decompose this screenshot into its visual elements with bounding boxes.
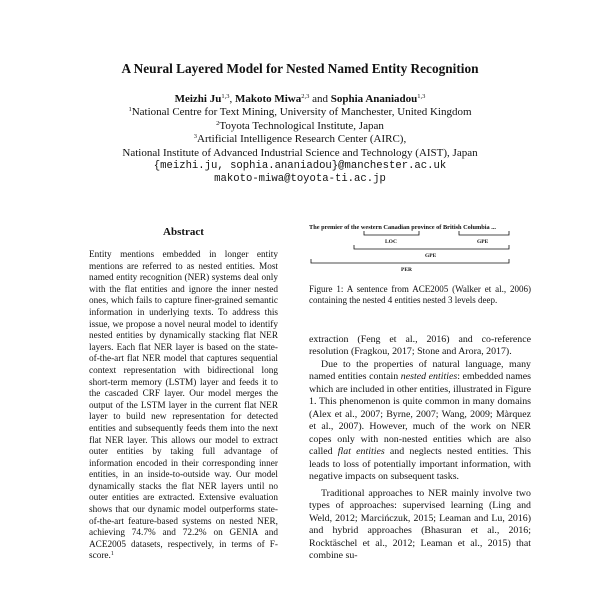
abstract-body bbox=[89, 250, 278, 563]
abstract-text: Entity mentions embedded in longer entity mentions are referred to as nested entities. Most named entity recognition (NER) systems deal only with the flat entities and ignore the inner nested ones, which fails to capture finer-grained semantic information in underlying texts. To address this issue, we propose a novel neural model to identify nested entities by dynamically stacking flat NER layers. Each flat NER layer is based on the state-of-the-art flat NER model that captures sequential context representation with bidirectional long short-term memory (LSTM) layer and feeds it to the cascaded CRF layer. Our model merges the output of the LSTM layer in the current flat NER layer to build new representation for detected entities and subsequently feeds them into the next flat NER layer. This allows our model to extract outer entities by taking full advantage of information encoded in their corresponding inner entities, in an inside-to-outside way. Our model dynamically stacks the flat NER layers until no outer entities are extracted. Extensive evaluation shows that our dynamic model outperforms state-of-the-art feature-based systems on nested NER, achieving 74.7% and 72.2% on GENIA and ACE2005 datasets, respectively, in terms of F-score. bbox=[89, 250, 278, 562]
paragraph bbox=[309, 359, 531, 484]
gpe-small-bracket bbox=[459, 231, 509, 235]
text-run: : embedded names which are included in other entities, illustrated in Figure 1. This phenomenon is quite common in many domains (Alex et al., 2007; Byrne, 2007; Wang, 2009; Màrquez et al., 2007). However, much of the work on NER copes only with non-nested entities which are also called bbox=[309, 371, 531, 458]
author-sup: 1,3 bbox=[417, 93, 426, 100]
affiliation-sup: 2 bbox=[216, 119, 220, 127]
affiliation-sup: 3 bbox=[193, 133, 197, 141]
text-run: Due to the properties of natural language, many named entities contain bbox=[309, 358, 531, 383]
label-gpe-small: GPE bbox=[477, 239, 489, 245]
author-names bbox=[0, 93, 600, 106]
figure-brackets bbox=[309, 220, 531, 280]
author-name: Sophia Ananiadou bbox=[330, 93, 418, 105]
figure-1 bbox=[309, 220, 531, 280]
affiliation-text: Artificial Intelligence Research Center (AIRC), bbox=[197, 133, 407, 146]
emphasis: nested entities bbox=[400, 371, 458, 383]
paragraph: Traditional approaches to NER mainly involve two types of approaches: supervised learning (Ling and Weld, 2012; Marcińczuk, 2015; Leaman and Lu, 2016) and hybrid approaches (Bhasuran et al., 2016; Rocktäschel et al., 2012; Leaman et al., 2015) that combine su- bbox=[309, 487, 531, 562]
affiliation bbox=[0, 147, 600, 160]
loc-bracket bbox=[364, 231, 419, 235]
email: {meizhi.ju, sophia.ananiadou}@manchester.ac.uk bbox=[153, 160, 447, 173]
emphasis: flat entities bbox=[337, 446, 385, 458]
affiliation-text: National Institute of Advanced Industrial Science and Technology (AIST), Japan bbox=[122, 146, 478, 159]
figure-sentence: The premier of the western Canadian province of British Columbia ... bbox=[309, 224, 496, 231]
paper-title: A Neural Layered Model for Nested Named Entity Recognition bbox=[121, 61, 479, 76]
affiliation-sup: 1 bbox=[128, 106, 132, 114]
left-column bbox=[89, 226, 278, 563]
author-name: Makoto Miwa bbox=[234, 93, 302, 105]
label-loc: LOC bbox=[385, 239, 397, 245]
email: makoto-miwa@toyota-ti.ac.jp bbox=[214, 173, 386, 186]
figure-caption: Figure 1: A sentence from ACE2005 (Walker et al., 2006) containing the nested 4 entities nested 3 levels deep. bbox=[309, 284, 531, 306]
affiliation-text: National Centre for Text Mining, University of Manchester, United Kingdom bbox=[131, 106, 472, 119]
affiliation-text: Toyota Technological Institute, Japan bbox=[219, 119, 384, 132]
abstract-heading: Abstract bbox=[163, 226, 204, 238]
affiliation bbox=[0, 120, 600, 133]
affiliation bbox=[0, 106, 600, 119]
label-gpe-big: GPE bbox=[425, 253, 437, 259]
author-sup: 2,3 bbox=[301, 93, 310, 100]
author-separator: and bbox=[309, 93, 331, 105]
right-column bbox=[309, 220, 531, 563]
paragraph: extraction (Feng et al., 2016) and co-reference resolution (Fragkou, 2017; Stone and Arora, 2017). bbox=[309, 333, 531, 358]
text-run: and neglects nested entities. This leads to loss of potentially important information, with negative impacts on subsequent tasks. bbox=[309, 446, 531, 483]
author-sup: 1,3 bbox=[221, 93, 230, 100]
body-text bbox=[309, 334, 531, 563]
affiliation bbox=[0, 133, 600, 146]
per-bracket bbox=[311, 259, 509, 263]
author-block bbox=[0, 93, 600, 187]
author-separator: , bbox=[229, 93, 235, 105]
label-per: PER bbox=[401, 267, 412, 273]
footnote-mark: 1 bbox=[110, 551, 114, 558]
author-name: Meizhi Ju bbox=[174, 93, 222, 105]
